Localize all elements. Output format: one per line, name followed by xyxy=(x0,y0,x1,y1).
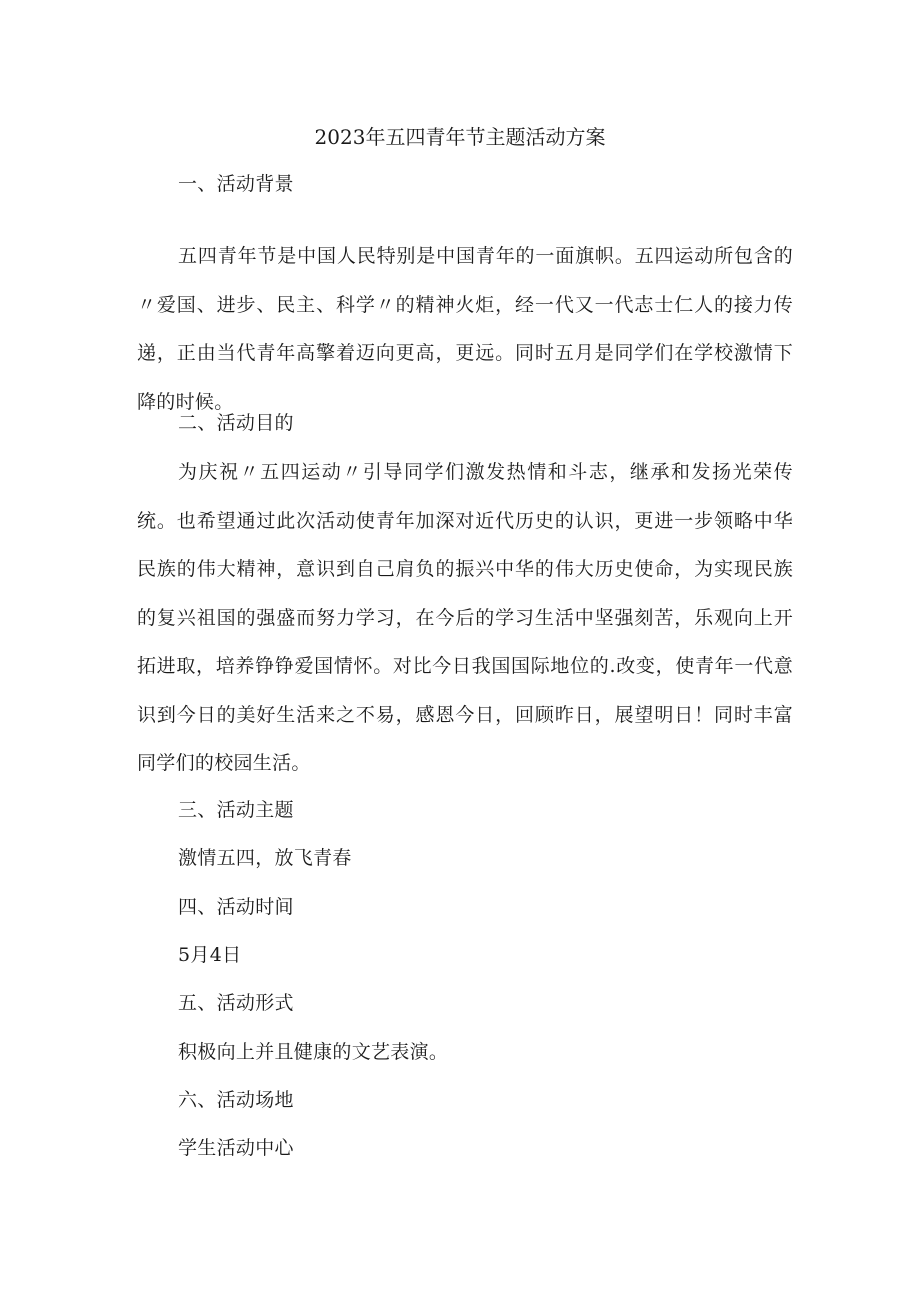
section-text-time: 5月4日 xyxy=(178,944,242,966)
section-text-purpose: 为庆祝〃五四运动〃引导同学们激发热情和斗志，继承和发扬光荣传统。也希望通过此次活动使青年加深对近代历史的认识，更进一步领略中华民族的伟大精神，意识到自己肩负的振兴中华的伟大历史使命，为实现民族的复兴祖国的强盛而努力学习，在今后的学习生活中坚强刻苦，乐观向上开拓进取，培养铮铮爱国情怀。对比今日我国国际地位的.改变，使青年一代意识到今日的美好生活来之不易，感恩今日，回顾昨日，展望明日！同时丰富同学们的校园生活。 xyxy=(137,461,793,774)
section-heading-venue: 六、活动场地 xyxy=(178,1089,294,1111)
section-heading-format: 五、活动形式 xyxy=(178,992,294,1014)
section-heading-theme: 三、活动主题 xyxy=(178,799,294,821)
section-heading-purpose: 二、活动目的 xyxy=(178,412,294,434)
section-text-format: 积极向上并且健康的文艺表演。 xyxy=(178,1041,449,1063)
section-heading-background: 一、活动背景 xyxy=(178,173,294,195)
section-text-venue: 学生活动中心 xyxy=(178,1137,294,1159)
document-title: 2023年五四青年节主题活动方案 xyxy=(314,125,606,149)
section-text-background: 五四青年节是中国人民特别是中国青年的一面旗帜。五四运动所包含的〃爱国、进步、民主、科学〃的精神火炬，经一代又一代志士仁人的接力传递，正由当代青年高擎着迈向更高，更远。同时五月是同学们在学校激情下降的时候。 xyxy=(137,245,793,413)
section-text-theme: 激情五四，放飞青春 xyxy=(178,847,352,869)
section-heading-time: 四、活动时间 xyxy=(178,896,294,918)
